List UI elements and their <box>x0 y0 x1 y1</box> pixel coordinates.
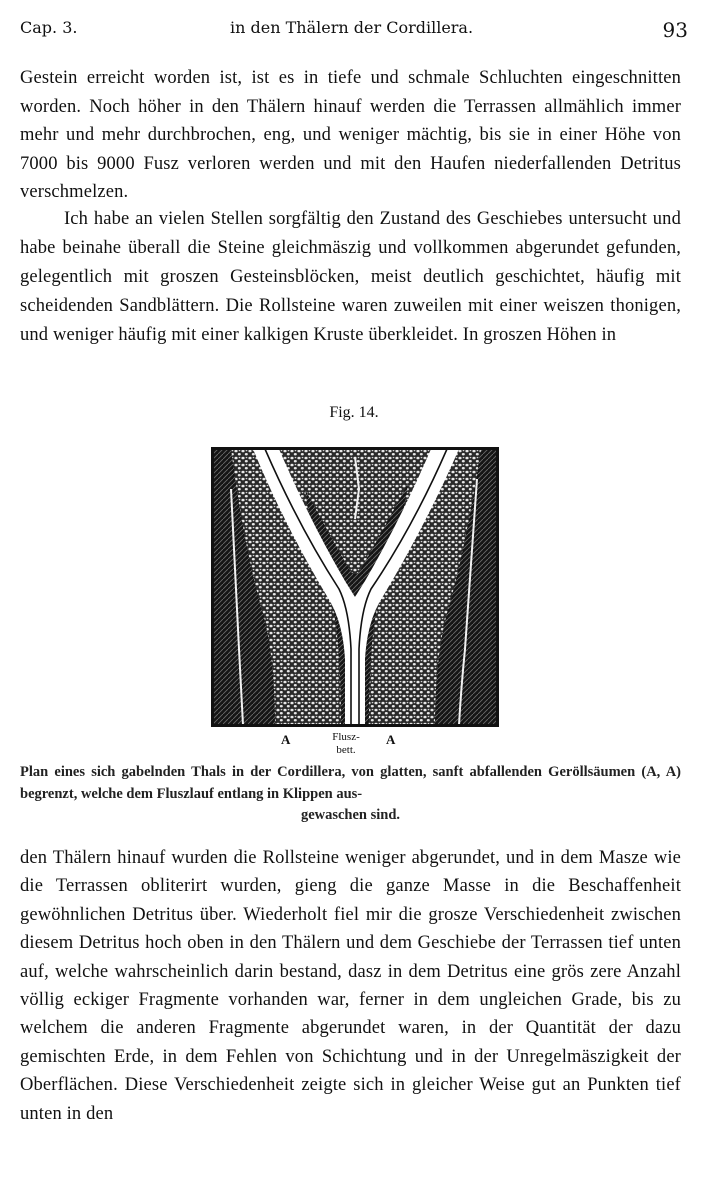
running-head <box>20 18 688 46</box>
running-title: in den Thälern der Cordillera. <box>230 18 474 37</box>
paragraph-middle: Ich habe an vielen Stellen sorgfältig den Zustand des Geschiebes untersucht und habe beinahe überall die Steine gleichmäszig und vollkommen abgerundet gefunden, gelegentlich mit groszen Gesteinsblöcken, meist deutlich geschichtet, häufig mit scheidenden Sandblättern. Die Rollsteine waren zuweilen mit einer weiszen thonigen, und weniger häufig mit einer kalkigen Kruste überkleidet. In groszen Höhen in <box>20 209 681 345</box>
figure-label-riverbed-line1: Flusz- <box>332 731 360 743</box>
figure-label-riverbed <box>322 731 370 757</box>
paragraph-top: Gestein erreicht worden ist, ist es in tiefe und schmale Schluchten eingeschnitten worden. Noch höher in den Thälern hinauf werden die Terrassen allmählich immer mehr und mehr durchbrochen, eng, und weniger mächtig, bis sie in einer Höhe von 7000 bis 9000 Fusz verloren werden und mit den Haufen niederfallenden Detritus verschmelzen. <box>20 68 681 203</box>
figure-label: Fig. 14. <box>329 404 379 421</box>
figure-caption-last-line: gewaschen sind. <box>300 807 401 823</box>
paragraph-bottom: den Thälern hinauf wurden die Rollsteine weniger abgerundet, und in dem Masze wie die Terrassen obliterirt wurden, gieng die ganze Masse in die Beschaffenheit gewöhnlichen Detritus über. Wiederholt fiel mir die grosze Verschiedenheit zwischen diesem Detritus hoch oben in den Thälern und dem Geschiebe der Terrassen tief unten auf, welche wahrscheinlich darin bestand, dasz in dem Detritus eine grös zere Anzahl völlig eckiger Fragmente vorhanden war, ferner in dem ungleichen Grade, bis zu welchem die anderen Fragmente abgerundet waren, in der Quantität der dazu gemischten Erde, in dem Fehlen von Schichtung und in der Unregelmäszigkeit der Oberflächen. Diese Verschiedenheit zeigte sich in gleicher Weise gut an Punkten tief unten in den <box>20 848 681 1124</box>
figure-caption <box>20 762 681 827</box>
page-number: 93 <box>662 18 688 42</box>
figure-label-a-right: A <box>386 732 396 747</box>
chapter-label: Cap. 3. <box>20 18 78 37</box>
figure-label-riverbed-line2: bett. <box>336 744 356 756</box>
figure-label-a-left: A <box>281 732 291 747</box>
figure-caption-main: Plan eines sich gabelnden Thals in der Cordillera, von glatten, sanft abfallenden Geröllsäumen (A, A) begrenzt, welche dem Fluszlauf entlang in Klippen aus- <box>20 764 681 802</box>
valley-fork-illustration <box>211 447 499 727</box>
valley-fork-drawing <box>213 449 497 725</box>
